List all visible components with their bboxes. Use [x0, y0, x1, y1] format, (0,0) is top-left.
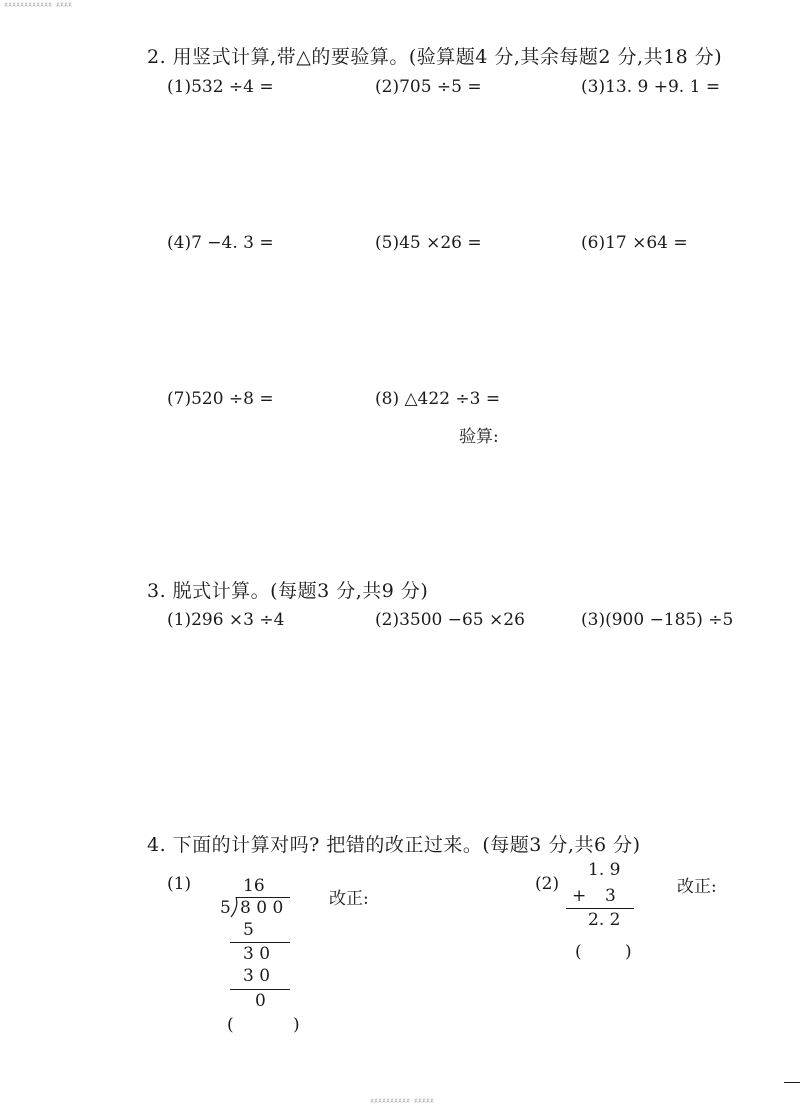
q4-p1-dividend: 8 0 0	[240, 898, 284, 918]
q3-item-1: (1)296 ×3 ÷4	[167, 610, 285, 630]
q2-item-3: (3)13. 9 +9. 1 =	[581, 77, 721, 97]
q4-p2-answer-open: (	[575, 942, 582, 962]
q4-p2-label: (2)	[535, 874, 560, 894]
q4-p1-division-bracket	[230, 896, 240, 918]
q4-p2-plus: +	[572, 886, 587, 906]
q4-p2-fix-label: 改正:	[677, 877, 717, 897]
page-edge-mark	[784, 1082, 800, 1083]
q2-item-5: (5)45 ×26 =	[375, 233, 482, 253]
q4-title: 4. 下面的计算对吗? 把错的改正过来。(每题3 分,共6 分)	[147, 834, 641, 856]
q4-p1-step2: 3 0	[243, 944, 271, 964]
q2-item-1: (1)532 ÷4 =	[167, 77, 274, 97]
q2-item-4: (4)7 −4. 3 =	[167, 233, 274, 253]
q2-title: 2. 用竖式计算,带△的要验算。(验算题4 分,其余每题2 分,共18 分)	[147, 46, 723, 68]
q4-p2-top: 1. 9	[588, 860, 621, 880]
q3-item-2: (2)3500 −65 ×26	[375, 610, 525, 630]
q2-item-6: (6)17 ×64 =	[581, 233, 688, 253]
q4-p2-answer-close: )	[625, 942, 632, 962]
q4-p1-divisor: 5	[220, 898, 231, 918]
q2-item-7: (7)520 ÷8 =	[167, 389, 274, 409]
q4-p1-answer-close: )	[293, 1015, 300, 1035]
q4-p2-addend: 3	[605, 886, 616, 906]
q4-p1-quotient: 16	[243, 876, 265, 896]
q4-p1-answer-open: (	[227, 1015, 234, 1035]
q3-item-3: (3)(900 −185) ÷5	[581, 610, 734, 630]
q4-p2-result: 2. 2	[588, 910, 621, 930]
q2-check-label: 验算:	[459, 427, 499, 447]
q4-p1-step1: 5	[243, 920, 254, 940]
q4-p1-label: (1)	[167, 874, 192, 894]
q2-item-8: (8) △422 ÷3 =	[375, 389, 501, 409]
q4-p1-step3: 3 0	[243, 966, 271, 986]
header-note: 某某某某某某某某某某某某 · 某某某某	[4, 2, 72, 7]
q3-title: 3. 脱式计算。(每题3 分,共9 分)	[147, 580, 429, 602]
q2-item-2: (2)705 ÷5 =	[375, 77, 482, 97]
q4-p1-remainder: 0	[255, 991, 266, 1011]
q4-p2-sum-line	[566, 908, 634, 909]
q4-p1-line-2	[230, 989, 290, 990]
footer-note: 某某某某某某某某某某 · 某某某某某	[370, 1098, 434, 1103]
q4-p1-fix-label: 改正:	[329, 889, 369, 909]
q4-p1-line-1	[230, 942, 290, 943]
